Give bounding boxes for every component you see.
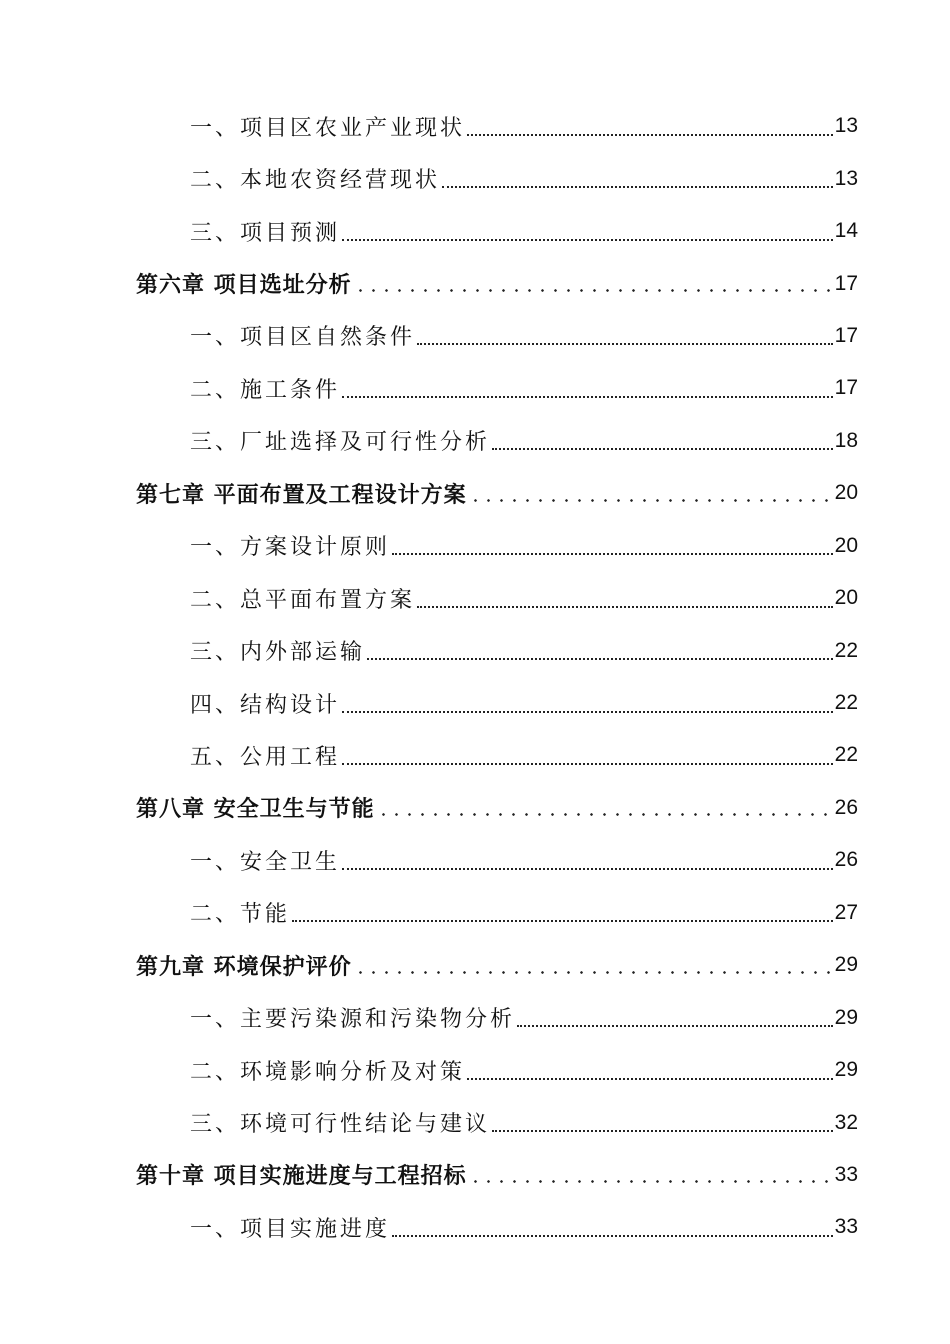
dot-leader — [354, 289, 833, 292]
toc-entry-page: 27 — [834, 900, 858, 924]
toc-entry-page: 14 — [834, 219, 858, 243]
toc-chapter-page: 26 — [834, 795, 858, 819]
toc-chapter-page: 17 — [834, 271, 858, 295]
toc-entry-title: 二、施工条件 — [190, 377, 341, 403]
toc-chapter-page: 29 — [834, 953, 858, 977]
toc-entry-page: 13 — [834, 114, 858, 138]
toc-entry[interactable] — [0, 205, 950, 257]
toc-entry[interactable] — [0, 887, 950, 939]
toc-chapter-page: 33 — [834, 1162, 858, 1186]
toc-entry[interactable] — [0, 1201, 950, 1253]
toc-chapter[interactable] — [0, 257, 950, 309]
dot-leader — [467, 1077, 833, 1080]
toc-entry[interactable] — [0, 362, 950, 414]
dot-leader — [342, 867, 833, 870]
toc-entry-title: 一、项目区农业产业现状 — [190, 115, 466, 141]
dot-leader — [292, 919, 833, 922]
dot-leader — [342, 395, 833, 398]
dot-leader — [417, 605, 833, 608]
toc-entry-page: 13 — [834, 166, 858, 190]
dot-leader — [367, 657, 833, 660]
dot-leader — [342, 238, 833, 241]
toc-entry-title: 二、环境影响分析及对策 — [190, 1059, 466, 1085]
dot-leader — [392, 552, 833, 555]
dot-leader — [342, 710, 833, 713]
toc-entry-page: 22 — [834, 691, 858, 715]
toc-entry-title: 二、节能 — [190, 902, 291, 928]
dot-leader — [377, 813, 833, 816]
dot-leader — [492, 1129, 833, 1132]
toc-chapter[interactable] — [0, 939, 950, 991]
toc-entry-title: 三、项目预测 — [190, 220, 341, 246]
toc-entry-title: 四、结构设计 — [190, 692, 341, 718]
toc-entry-page: 17 — [834, 323, 858, 347]
dot-leader — [342, 762, 833, 765]
toc-entry-page: 17 — [834, 376, 858, 400]
toc-entry[interactable] — [0, 1096, 950, 1148]
toc-entry[interactable] — [0, 624, 950, 676]
table-of-contents — [0, 100, 950, 1254]
toc-chapter-page: 20 — [834, 481, 858, 505]
toc-entry[interactable] — [0, 520, 950, 572]
dot-leader — [354, 971, 833, 974]
dot-leader — [392, 1234, 833, 1237]
toc-chapter-title: 第十章 项目实施进度与工程招标 — [136, 1163, 467, 1190]
toc-entry-title: 一、项目实施进度 — [190, 1216, 391, 1242]
toc-entry-page: 20 — [834, 533, 858, 557]
toc-entry[interactable] — [0, 991, 950, 1043]
toc-entry-page: 29 — [834, 1058, 858, 1082]
toc-entry-title: 三、厂址选择及可行性分析 — [190, 430, 491, 456]
toc-entry-title: 一、安全卫生 — [190, 849, 341, 875]
toc-entry[interactable] — [0, 1044, 950, 1096]
toc-entry-page: 32 — [834, 1110, 858, 1134]
dot-leader — [517, 1024, 833, 1027]
toc-entry-page: 26 — [834, 848, 858, 872]
toc-entry[interactable] — [0, 100, 950, 152]
toc-chapter-title: 第六章 项目选址分析 — [136, 272, 352, 299]
toc-entry-title: 五、公用工程 — [190, 744, 341, 770]
toc-entry-page: 22 — [834, 743, 858, 767]
toc-entry-title: 二、本地农资经营现状 — [190, 168, 441, 194]
toc-entry[interactable] — [0, 572, 950, 624]
dot-leader — [467, 133, 833, 136]
dot-leader — [492, 447, 833, 450]
toc-entry-title: 三、环境可行性结论与建议 — [190, 1112, 491, 1138]
toc-entry[interactable] — [0, 729, 950, 781]
toc-entry[interactable] — [0, 677, 950, 729]
toc-entry-title: 一、项目区自然条件 — [190, 325, 416, 351]
toc-entry-title: 三、内外部运输 — [190, 640, 366, 666]
toc-entry[interactable] — [0, 415, 950, 467]
toc-entry-title: 二、总平面布置方案 — [190, 587, 416, 613]
dot-leader — [469, 1180, 833, 1183]
dot-leader — [417, 342, 833, 345]
toc-entry-page: 29 — [834, 1005, 858, 1029]
toc-entry[interactable] — [0, 152, 950, 204]
toc-entry-page: 18 — [834, 428, 858, 452]
toc-entry[interactable] — [0, 834, 950, 886]
toc-entry-title: 一、主要污染源和污染物分析 — [190, 1007, 516, 1033]
dot-leader — [469, 499, 833, 502]
toc-entry-title: 一、方案设计原则 — [190, 535, 391, 561]
toc-chapter[interactable] — [0, 1149, 950, 1201]
toc-chapter-title: 第七章 平面布置及工程设计方案 — [136, 481, 467, 508]
toc-chapter-title: 第八章 安全卫生与节能 — [136, 796, 375, 823]
toc-entry-page: 20 — [834, 586, 858, 610]
toc-chapter-title: 第九章 环境保护评价 — [136, 953, 352, 980]
toc-entry[interactable] — [0, 310, 950, 362]
toc-entry-page: 22 — [834, 638, 858, 662]
toc-entry-page: 33 — [834, 1215, 858, 1239]
toc-chapter[interactable] — [0, 782, 950, 834]
toc-chapter[interactable] — [0, 467, 950, 519]
dot-leader — [442, 185, 833, 188]
